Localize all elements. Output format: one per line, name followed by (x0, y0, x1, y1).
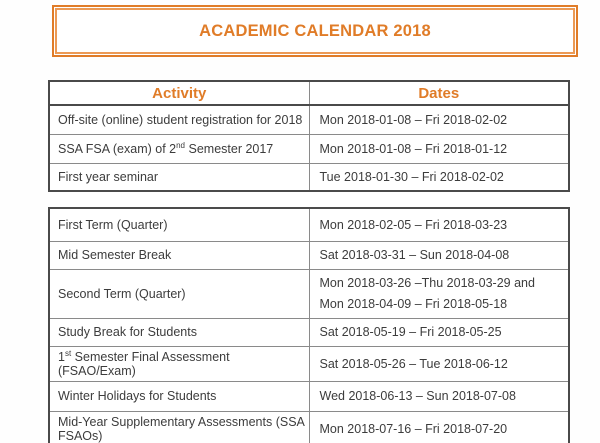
table-header-row (49, 81, 569, 105)
activity-cell (49, 208, 309, 241)
page-title: ACADEMIC CALENDAR 2018 (199, 21, 431, 40)
dates-text-line2: Mon 2018-04-09 – Fri 2018-05-18 (319, 296, 508, 311)
dates-cell (309, 208, 569, 241)
dates-cell (309, 411, 569, 443)
table-row (49, 134, 569, 163)
table-row (49, 269, 569, 318)
dates-cell (309, 346, 569, 381)
title-banner (52, 5, 578, 57)
activity-cell (49, 269, 309, 318)
dates-text-line1: Mon 2018-03-26 –Thu 2018-03-29 and (319, 275, 535, 290)
dates-text: Wed 2018-06-13 – Sun 2018-07-08 (319, 389, 516, 403)
title-inner-border (55, 8, 575, 54)
dates-cell (309, 105, 569, 134)
activity-text: Off-site (online) student registration for 2018 (58, 112, 303, 127)
activity-cell (49, 163, 309, 191)
activity-cell (49, 381, 309, 411)
dates-cell (309, 318, 569, 346)
registration-table (48, 80, 570, 192)
terms-table (48, 207, 570, 443)
dates-cell (309, 381, 569, 411)
table-row (49, 411, 569, 443)
table-row (49, 241, 569, 269)
column-header-activity: Activity (49, 81, 309, 105)
ordinal-superscript: nd (176, 140, 186, 150)
activity-cell (49, 241, 309, 269)
table-row (49, 381, 569, 411)
dates-text: Mon 2018-07-16 – Fri 2018-07-20 (319, 421, 508, 436)
dates-cell (309, 269, 569, 318)
activity-cell (49, 318, 309, 346)
table-row (49, 105, 569, 134)
activity-text: First year seminar (58, 169, 159, 184)
dates-text: Mon 2018-01-08 – Fri 2018-01-12 (319, 141, 508, 156)
dates-text: Sat 2018-05-26 – Tue 2018-06-12 (319, 356, 508, 371)
activity-text: SSA FSA (exam) of 2nd Semester 2017 (58, 140, 274, 156)
table-row (49, 163, 569, 191)
table-row (49, 318, 569, 346)
activity-text: Mid Semester Break (58, 248, 172, 262)
activity-cell (49, 105, 309, 134)
activity-text: Second Term (Quarter) (58, 286, 186, 301)
column-header-dates: Dates (309, 81, 569, 105)
dates-cell (309, 163, 569, 191)
dates-text: Sat 2018-03-31 – Sun 2018-04-08 (319, 248, 510, 262)
activity-text: Study Break for Students (58, 325, 197, 339)
activity-cell (49, 346, 309, 381)
ordinal-superscript: st (64, 348, 72, 358)
dates-text: Sat 2018-05-19 – Fri 2018-05-25 (319, 325, 502, 339)
activity-text: Mid-Year Supplementary Assessments (SSA FSAOs) (58, 414, 305, 443)
activity-text: First Term (Quarter) (58, 217, 168, 232)
dates-text: Mon 2018-02-05 – Fri 2018-03-23 (319, 217, 508, 232)
activity-cell (49, 134, 309, 163)
table-row (49, 208, 569, 241)
dates-cell (309, 241, 569, 269)
activity-text: 1st Semester Final Assessment (FSAO/Exam) (58, 348, 230, 378)
activity-cell (49, 411, 309, 443)
activity-text: Winter Holidays for Students (58, 389, 217, 403)
dates-text: Mon 2018-01-08 – Fri 2018-02-02 (319, 112, 508, 127)
table-row (49, 346, 569, 381)
dates-text: Tue 2018-01-30 – Fri 2018-02-02 (319, 169, 504, 184)
dates-cell (309, 134, 569, 163)
